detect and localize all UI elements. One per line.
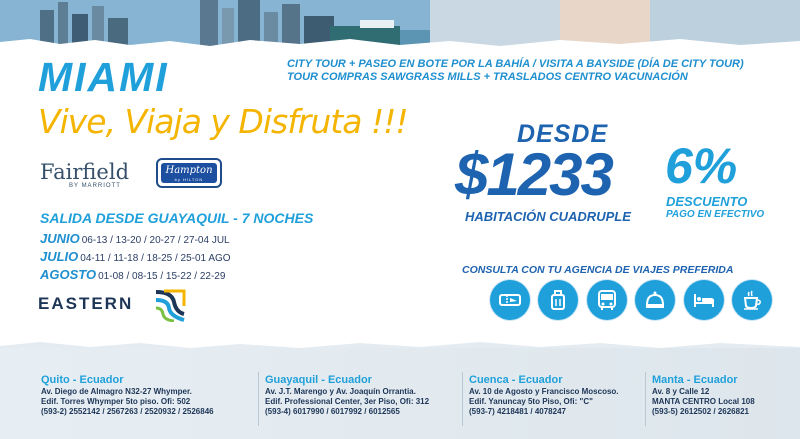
date-row-june	[40, 230, 231, 248]
bus-icon	[587, 280, 627, 320]
discount-label: DESCUENTO	[666, 194, 748, 209]
price-from-label: DESDE	[517, 120, 609, 148]
month-label: JUNIO	[40, 231, 80, 246]
room-type: HABITACIÓN CUADRUPLE	[465, 209, 631, 224]
office-manta	[652, 374, 755, 417]
office-city: Quito - Ecuador	[41, 374, 124, 386]
discount-percent: 6%	[665, 138, 738, 194]
departure-heading: SALIDA DESDE GUAYAQUIL - 7 NOCHES	[40, 210, 314, 226]
office-line: (593-4) 6017990 / 6017992 / 6012565	[265, 407, 400, 416]
office-divider	[258, 372, 259, 426]
coffee-icon	[732, 280, 772, 320]
eastern-logo-icon	[154, 288, 186, 322]
office-divider	[645, 372, 646, 426]
office-city: Guayaquil - Ecuador	[265, 374, 372, 386]
office-line: Edif. Professional Center, 3er Piso, Ofi: 312	[265, 397, 430, 406]
month-dates: 04-11 / 11-18 / 18-25 / 25-01 AGO	[80, 253, 231, 264]
office-cuenca	[469, 374, 619, 417]
hero-photo	[0, 0, 800, 48]
description-line: TOUR COMPRAS SAWGRASS MILLS + TRASLADOS CENTRO VACUNACIÓN	[287, 71, 688, 83]
office-quito	[41, 374, 214, 417]
date-row-august	[40, 266, 231, 284]
luggage-icon	[538, 280, 578, 320]
office-city: Manta - Ecuador	[652, 374, 738, 386]
hampton-logo	[156, 158, 222, 188]
fairfield-logo-sub: BY MARRIOTT	[69, 183, 121, 189]
hotel-bell-icon	[635, 280, 675, 320]
departure-dates	[40, 230, 231, 284]
fairfield-logo: Fairfield	[40, 160, 130, 184]
office-line: Edif. Yanuncay 5to Piso, Ofi: "C"	[469, 397, 593, 406]
destination-title: MIAMI	[38, 54, 169, 100]
tagline: Vive, Viaja y Disfruta !!!	[38, 102, 408, 141]
hampton-logo-name: Hampton	[165, 165, 213, 176]
month-dates: 06-13 / 13-20 / 20-27 / 27-04 JUL	[81, 235, 230, 246]
ticket-icon	[490, 280, 530, 320]
office-divider	[462, 372, 463, 426]
airline-name: EASTERN	[38, 294, 134, 313]
month-label: JULIO	[40, 249, 79, 264]
office-line: (593-7) 4218481 / 4078247	[469, 407, 566, 416]
office-line: MANTA CENTRO Local 108	[652, 397, 755, 406]
date-row-july	[40, 248, 231, 266]
office-line: (593-5) 2612502 / 2626821	[652, 407, 749, 416]
office-city: Cuenca - Ecuador	[469, 374, 563, 386]
price-amount: $1233	[455, 141, 612, 208]
month-label: AGOSTO	[40, 267, 97, 282]
office-line: Av. J.T. Marengo y Av. Joaquín Orrantia.	[265, 387, 416, 396]
office-line: Av. Diego de Almagro N32-27 Whymper.	[41, 387, 192, 396]
torn-paper-edge	[0, 36, 800, 48]
agency-consult-text: CONSULTA CON TU AGENCIA DE VIAJES PREFERIDA	[462, 264, 734, 276]
hampton-logo-sub: by HILTON	[174, 177, 204, 182]
office-line: (593-2) 2552142 / 2567263 / 2520932 / 2526846	[41, 407, 214, 416]
office-line: Edif. Torres Whymper 5to piso. Ofi: 502	[41, 397, 191, 406]
office-line: Av. 8 y Calle 12	[652, 387, 710, 396]
tour-description	[287, 58, 787, 84]
month-dates: 01-08 / 08-15 / 15-22 / 22-29	[98, 271, 226, 282]
office-guayaquil	[265, 374, 429, 417]
description-line: CITY TOUR + PASEO EN BOTE POR LA BAHÍA / VISITA A BAYSIDE (DÍA DE CITY TOUR)	[287, 58, 744, 70]
bed-icon	[684, 280, 724, 320]
discount-sub: PAGO EN EFECTIVO	[666, 209, 765, 220]
office-line: Av. 10 de Agosto y Francisco Moscoso.	[469, 387, 619, 396]
